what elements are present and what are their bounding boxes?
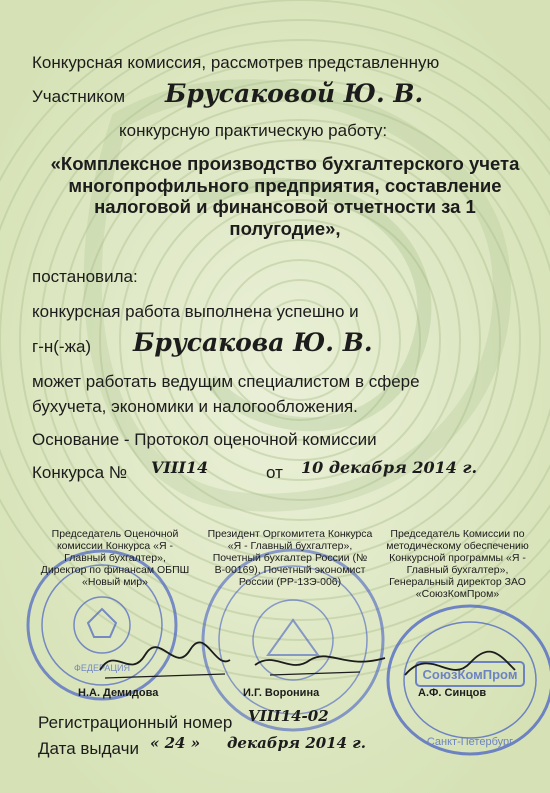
signature-right — [400, 645, 520, 690]
work-title: «Комплексное производство бухгалтерского учета многопрофильного предприятия, составление налоговой и финансовой отчетности за 1 полугодие», — [50, 153, 520, 239]
mr-name: Брусакова Ю. В. — [133, 328, 373, 357]
basis-line: Основание - Протокол оценочной комиссии — [32, 430, 377, 449]
can-work-line-1: может работать ведущим специалистом в сфере — [32, 372, 420, 391]
signatory-center-text: Президент Оргкомитета Конкурса «Я - Главный бухгалтер», Почетный бухгалтер России (№ В-00169), Почетный экономист России (РР-13Э-006) — [207, 528, 373, 588]
participant-label: Участником — [32, 87, 126, 106]
registration-number: VIII14-02 — [248, 707, 329, 725]
signatory-right-name: А.Ф. Синцов — [418, 687, 487, 699]
signatory-center-name: И.Г. Воронина — [243, 687, 320, 699]
contest-number-label: Конкурса № — [32, 463, 128, 482]
signatory-left-text: Председатель Оценочной комиссии Конкурса «Я - Главный бухгалтер», Директор по финансам ОБПШ «Новый мир» — [40, 528, 190, 588]
date-prefix: от — [266, 463, 283, 482]
issue-day: « 24 » — [150, 734, 201, 752]
participant-name: Брусаковой Ю. В. — [165, 79, 424, 108]
signatory-left-name: Н.А. Демидова — [78, 687, 159, 699]
svg-text:Санкт-Петербург: Санкт-Петербург — [426, 736, 514, 748]
svg-text:СоюзКомПром: СоюзКомПром — [422, 667, 518, 682]
intro-line: Конкурсная комиссия, рассмотрев представленную — [32, 53, 440, 72]
registration-label: Регистрационный номер — [38, 713, 233, 732]
signature-center — [250, 640, 390, 685]
result-line: конкурсная работа выполнена успешно и — [32, 302, 359, 321]
contest-date: 10 декабря 2014 г. — [301, 458, 478, 477]
issue-month-year: декабря 2014 г. — [227, 734, 366, 752]
issue-date-label: Дата выдачи — [38, 739, 139, 758]
contest-number: VIII14 — [151, 458, 209, 477]
can-work-line-2: бухучета, экономики и налогообложения. — [32, 397, 358, 416]
svg-text:ФЕДЕРАЦИЯ: ФЕДЕРАЦИЯ — [74, 663, 130, 673]
signatory-right-text: Председатель Комиссии по методическому обеспечению Конкурсной программы «Я - Главный бухгалтер», Генеральный директор ЗАО «СоюзКомПром» — [386, 528, 529, 600]
work-intro-line: конкурсную практическую работу: — [119, 121, 388, 140]
decided-label: постановила: — [32, 267, 138, 286]
mr-label: г-н(-жа) — [32, 337, 92, 356]
signature-left — [95, 640, 235, 685]
